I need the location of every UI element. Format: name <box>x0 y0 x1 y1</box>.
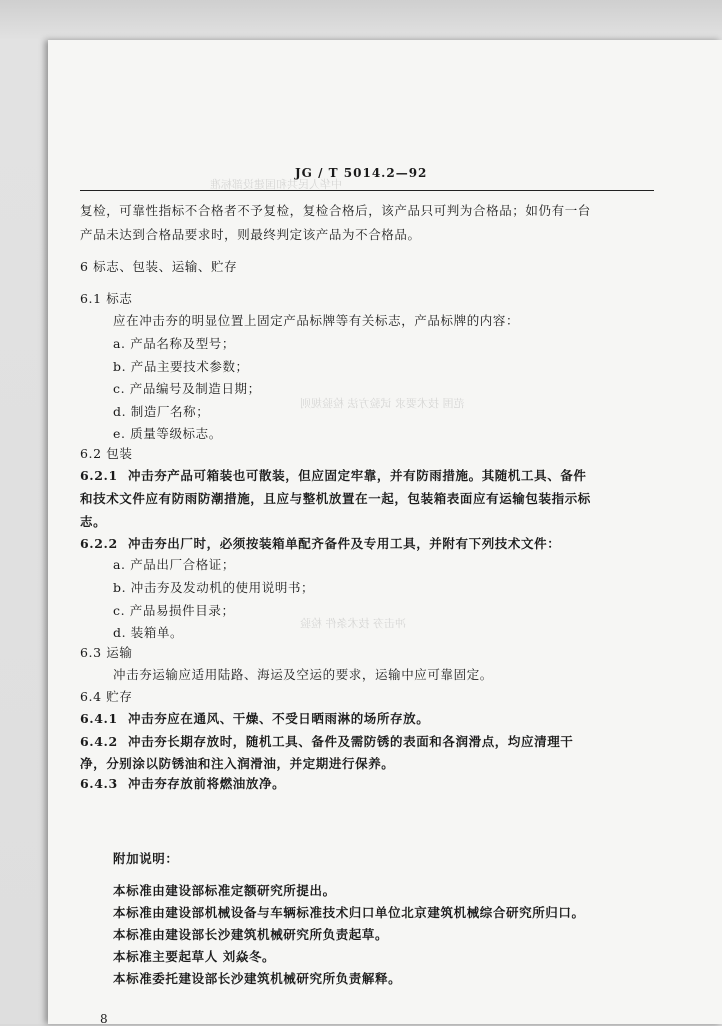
bleed-through: 中华人民共和国建设部标准 <box>210 178 342 191</box>
paragraph-line: 冲击夯存放前将燃油放净。 <box>128 776 286 791</box>
additional-note: 本标准由建设部机械设备与车辆标准技术归口单位北京建筑机械综合研究所归口。 <box>113 905 585 920</box>
list-item: c. 产品编号及制造日期； <box>113 381 261 396</box>
additional-notes-title: 附加说明： <box>113 851 179 866</box>
clause-number: 6.4.2 <box>80 734 118 749</box>
paragraph-line: 冲击夯产品可箱装也可散装，但应固定牢靠，并有防雨措施。其随机工具、备件 <box>128 468 587 483</box>
list-item: d. 装箱单。 <box>113 625 184 640</box>
additional-note: 本标准由建设部长沙建筑机械研究所负责起草。 <box>113 927 389 942</box>
clause-number: 6.2.1 <box>80 468 118 483</box>
paragraph-line: 志。 <box>80 514 107 529</box>
paragraph-line: 净，分别涂以防锈油和注入润滑油，并定期进行保养。 <box>80 756 395 771</box>
list-item: e. 质量等级标志。 <box>113 426 222 441</box>
section-heading-6: 6 标志、包装、运输、贮存 <box>80 259 238 274</box>
list-item: d. 制造厂名称； <box>113 404 210 419</box>
list-item: a. 产品名称及型号； <box>113 336 235 351</box>
list-item: b. 冲击夯及发动机的使用说明书； <box>113 580 315 595</box>
paragraph-line: 冲击夯应在通风、干燥、不受日晒雨淋的场所存放。 <box>128 711 430 726</box>
additional-note: 本标准主要起草人 刘焱冬。 <box>113 949 276 964</box>
additional-note: 本标准委托建设部长沙建筑机械研究所负责解释。 <box>113 971 402 986</box>
bleed-through: 范围 技术要求 试验方法 检验规则 <box>300 397 465 410</box>
section-heading-6-4: 6.4 贮存 <box>80 689 133 704</box>
page-number: 8 <box>100 1012 108 1026</box>
header-rule <box>80 190 654 191</box>
paragraph-line: 冲击夯出厂时，必须按装箱单配齐备件及专用工具，并附有下列技术文件： <box>128 536 561 551</box>
paragraph-line: 冲击夯长期存放时，随机工具、备件及需防锈的表面和各润滑点，均应清理干 <box>128 734 574 749</box>
standard-code-header: JG / T 5014.2—92 <box>295 166 428 180</box>
paragraph-line: 应在冲击夯的明显位置上固定产品标牌等有关标志，产品标牌的内容： <box>113 313 520 328</box>
paragraph-line: 和技术文件应有防雨防潮措施，且应与整机放置在一起，包装箱表面应有运输包装指示标 <box>80 491 591 506</box>
bleed-through: 冲击夯 技术条件 检验 <box>300 617 406 630</box>
document-page <box>48 40 722 1024</box>
additional-note: 本标准由建设部标准定额研究所提出。 <box>113 883 336 898</box>
list-item: c. 产品易损件目录； <box>113 603 235 618</box>
paragraph-line: 冲击夯运输应适用陆路、海运及空运的要求，运输中应可靠固定。 <box>113 667 493 682</box>
section-heading-6-2: 6.2 包装 <box>80 446 133 461</box>
paragraph-line: 产品未达到合格品要求时，则最终判定该产品为不合格品。 <box>80 227 421 242</box>
section-heading-6-1: 6.1 标志 <box>80 291 133 306</box>
list-item: b. 产品主要技术参数； <box>113 359 249 374</box>
clause-number: 6.2.2 <box>80 536 118 551</box>
clause-number: 6.4.3 <box>80 776 118 791</box>
clause-number: 6.4.1 <box>80 711 118 726</box>
paragraph-line: 复检，可靠性指标不合格者不予复检，复检合格后，该产品只可判为合格品；如仍有一台 <box>80 203 591 218</box>
list-item: a. 产品出厂合格证； <box>113 557 235 572</box>
section-heading-6-3: 6.3 运输 <box>80 645 133 660</box>
